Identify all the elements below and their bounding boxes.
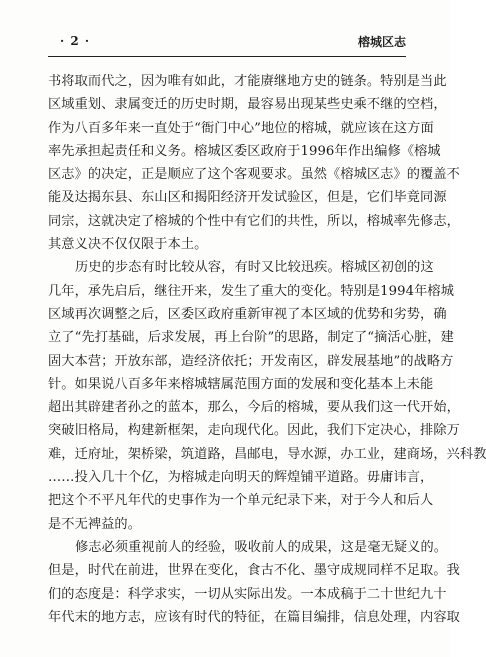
page-number: · 2 · [60, 34, 91, 48]
text-line: 年代末的地方志，应该有时代的特征，在篇目编排，信息处理，内容取 [48, 609, 460, 625]
body-text [48, 70, 486, 629]
text-line: 同宗，这就决定了榕城的个性中有它们的共性，所以，榕城率先修志， [48, 213, 460, 229]
text-line: 区域再次调整之后，区委区政府重新审视了本区域的优势和劣势，确 [48, 306, 447, 322]
paragraph-first-line: 修志必须重视前人的经验，吸收前人的成果，这是毫无疑义的。 [75, 539, 448, 555]
paragraph-end-line: 是不无裨益的。 [48, 516, 142, 532]
text-line: 区志》的决定，正是顺应了这个客观要求。虽然《榕城区志》的覆盖不 [48, 167, 460, 183]
paragraph-end-line: 其意义决不仅仅限于本土。 [48, 237, 208, 253]
paragraph-first-line: 历史的步态有时比较从容，有时又比较迅疾。榕城区初创的这 [75, 260, 434, 276]
running-title: 榕城区志 [357, 35, 406, 49]
text-line: 们的态度是：科学求实，一切从实际出发。一本成稿于二十世纪九十 [48, 586, 447, 602]
text-line: 作为八百多年来一直处于“衙门中心”地位的榕城，就应该在这方面 [48, 120, 434, 136]
text-line: 固大本营；开放东部，造经济依托；开发南区，辟发展基地”的战略方 [48, 353, 454, 369]
text-line: 区域重划、隶属变迁的历史时期，最容易出现某些史乘不继的空档， [48, 97, 447, 113]
text-line: 针。如果说八百多年来榕城辖属范围方面的发展和变化基本上未能 [48, 376, 434, 392]
text-line: ……投入几十个亿，为榕城走向明天的辉煌铺平道路。毋庸讳言， [48, 470, 434, 486]
text-line: 超出其辟建者孙之的蓝本，那么，今后的榕城，要从我们这一代开始， [48, 400, 460, 416]
text-line: 但是，时代在前进，世界在变化，食古不化、墨守成规同样不足取。我 [48, 563, 460, 579]
text-line: 能及达揭东县、东山区和揭阳经济开发试验区，但是，它们毕竟同源 [48, 190, 447, 206]
text-line: 几年，承先启后，继往开来，发生了重大的变化。特别是1994年榕城 [48, 283, 455, 299]
text-line: 把这个不平凡年代的史事作为一个单元纪录下来，对于今人和后人 [48, 493, 434, 509]
header-rule [48, 56, 406, 57]
page-header [48, 30, 406, 52]
text-line: 书将取而代之，因为唯有如此，才能赓继地方史的链条。特别是当此 [48, 74, 447, 89]
text-line: 率先承担起责任和义务。榕城区委区政府于1996年作出编修《榕城 [48, 143, 441, 159]
text-line: 立了“先打基础，后求发展，再上台阶”的思路，制定了“摘活心脏，建 [48, 330, 454, 346]
text-line: 难，迁府址，架桥梁，筑道路，昌邮电，导水源，办工业，建商场，兴科教 [48, 446, 486, 462]
text-line: 突破旧格局，构建新框架，走向现代化。因此，我们下定决心，排除万 [48, 423, 460, 439]
